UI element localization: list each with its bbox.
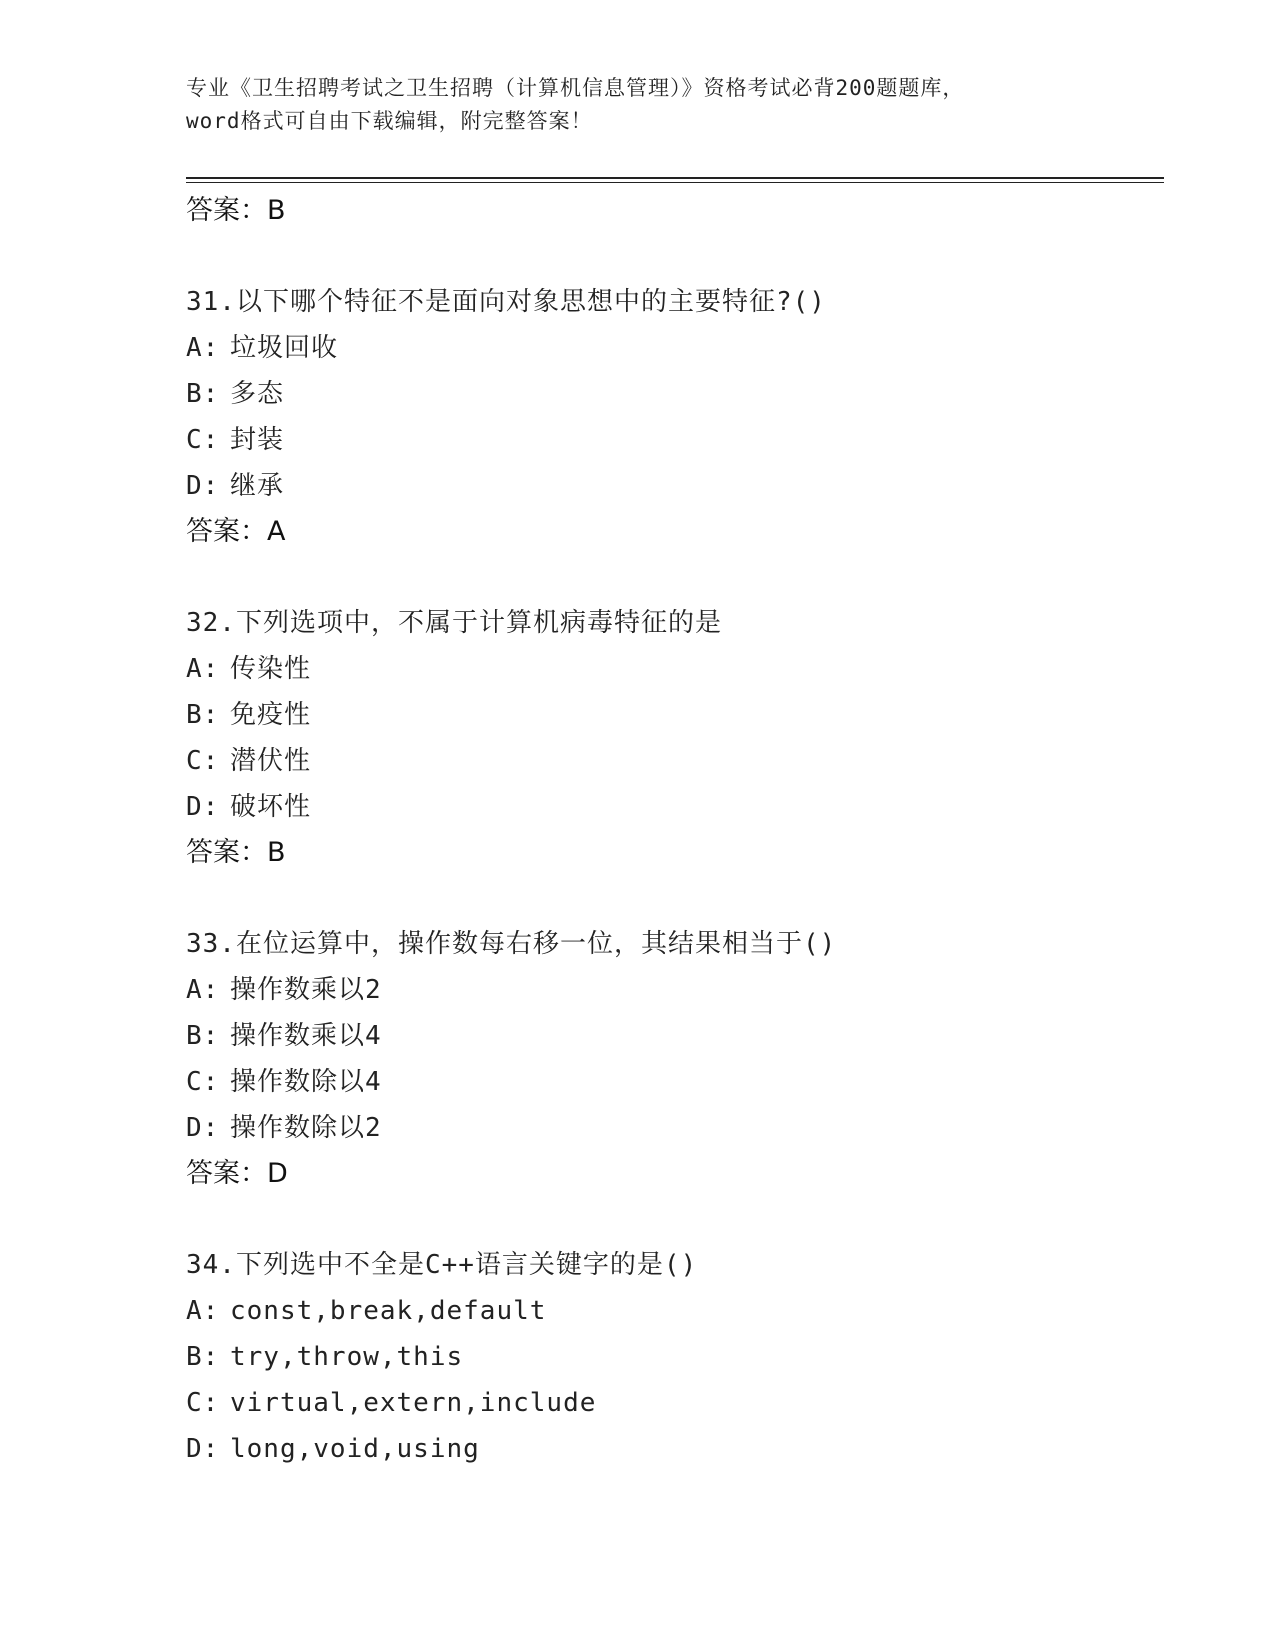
option-a	[186, 328, 1164, 374]
option-letter: D:	[186, 1113, 220, 1143]
option-letter: A:	[186, 975, 220, 1005]
header-line-1: 专业《卫生招聘考试之卫生招聘（计算机信息管理）》资格考试必背200题题库，	[186, 76, 965, 100]
option-d	[186, 787, 1164, 833]
option-text: 垃圾回收	[230, 333, 339, 363]
answer-label: 答案：D	[186, 1158, 288, 1189]
option-b	[186, 1337, 1164, 1383]
option-d	[186, 466, 1164, 512]
option-c	[186, 420, 1164, 466]
option-letter: C:	[186, 746, 220, 776]
option-text: 破坏性	[230, 792, 312, 822]
option-letter: B:	[186, 1342, 220, 1372]
option-letter: A:	[186, 333, 220, 363]
question-34	[186, 1245, 1164, 1475]
option-b	[186, 695, 1164, 741]
question-32	[186, 603, 1164, 879]
option-letter: C:	[186, 425, 220, 455]
option-text: 多态	[230, 379, 285, 409]
option-letter: B:	[186, 1021, 220, 1051]
question-33	[186, 924, 1164, 1200]
option-text: 继承	[230, 471, 285, 501]
option-b	[186, 1016, 1164, 1062]
option-letter: B:	[186, 379, 220, 409]
option-text: 操作数除以4	[230, 1067, 382, 1097]
document-page	[186, 0, 1166, 1650]
option-letter: A:	[186, 1296, 220, 1326]
question-title: 34.下列选中不全是C++语言关键字的是()	[186, 1250, 698, 1280]
option-letter: C:	[186, 1388, 220, 1418]
option-text: 操作数乘以2	[230, 975, 382, 1005]
option-letter: D:	[186, 471, 220, 501]
option-text: 潜伏性	[230, 746, 312, 776]
option-text: 操作数乘以4	[230, 1021, 382, 1051]
option-d	[186, 1108, 1164, 1154]
answer-label: 答案：B	[186, 195, 286, 226]
option-b	[186, 374, 1164, 420]
option-c	[186, 741, 1164, 787]
option-letter: D:	[186, 1434, 220, 1464]
option-a	[186, 1291, 1164, 1337]
option-text: 操作数除以2	[230, 1113, 382, 1143]
option-a	[186, 649, 1164, 695]
option-letter: B:	[186, 700, 220, 730]
question-title: 32.下列选项中，不属于计算机病毒特征的是	[186, 608, 722, 638]
option-letter: A:	[186, 654, 220, 684]
option-c	[186, 1062, 1164, 1108]
header-divider	[186, 177, 1164, 183]
document-header	[186, 72, 1086, 138]
option-c	[186, 1383, 1164, 1429]
question-title: 31.以下哪个特征不是面向对象思想中的主要特征?()	[186, 287, 826, 317]
option-text: 传染性	[230, 654, 312, 684]
option-text: 免疫性	[230, 700, 312, 730]
option-a	[186, 970, 1164, 1016]
option-text: virtual,extern,include	[230, 1388, 597, 1418]
question-title: 33.在位运算中，操作数每右移一位，其结果相当于()	[186, 929, 837, 959]
option-text: 封装	[230, 425, 285, 455]
option-letter: D:	[186, 792, 220, 822]
option-d	[186, 1429, 1164, 1475]
answer-label: 答案：A	[186, 516, 286, 547]
answer-label: 答案：B	[186, 837, 286, 868]
question-31	[186, 282, 1164, 558]
question-list	[186, 191, 1164, 1475]
option-letter: C:	[186, 1067, 220, 1097]
header-line-2: word格式可自由下载编辑，附完整答案！	[186, 109, 593, 133]
option-text: long,void,using	[230, 1434, 480, 1464]
option-text: try,throw,this	[230, 1342, 464, 1372]
option-text: const,break,default	[230, 1296, 547, 1326]
